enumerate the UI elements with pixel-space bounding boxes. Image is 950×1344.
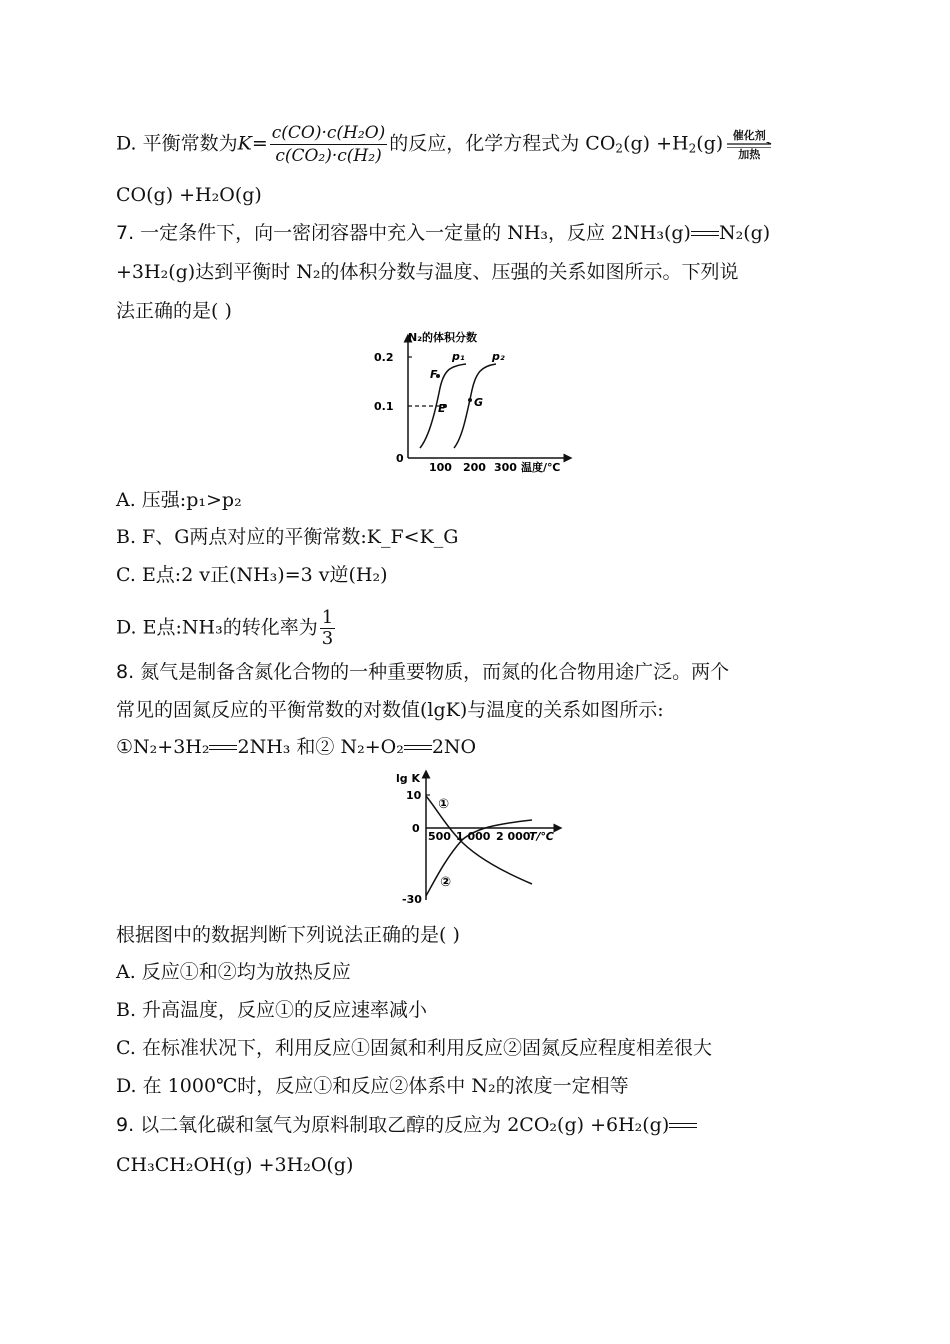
q8-r3: 2NO xyxy=(431,736,477,758)
q7-label-g: G xyxy=(474,396,484,409)
q8-r2: 2NH₃ 和② N₂+O₂ xyxy=(237,736,404,758)
equilibrium-arrow-icon xyxy=(209,743,237,753)
q7d-den: 3 xyxy=(321,628,334,649)
q6d-suffix-b: (g) +H xyxy=(623,132,689,155)
q7-label-p2: p₂ xyxy=(492,350,505,363)
cond-top: 催化剂 xyxy=(732,128,766,142)
q6d-equation-cont: CO(g) +H₂O(g) xyxy=(116,184,262,206)
q7-label-e: E xyxy=(438,402,446,415)
q7-chart xyxy=(368,328,578,474)
q7-label-f: F xyxy=(430,368,438,381)
q7-xtick-100: 100 xyxy=(429,461,452,474)
q9-stem-line1 xyxy=(116,1111,697,1139)
q7d-fraction xyxy=(320,608,335,649)
q8-stem-line3 xyxy=(116,733,476,761)
q8-xlabel: T/℃ xyxy=(529,830,554,843)
q8-chart xyxy=(366,768,566,908)
q6d-fraction xyxy=(270,122,388,167)
q8-label-2: ② xyxy=(440,875,452,890)
q7-stem-line2: +3H₂(g)达到平衡时 N₂的体积分数与温度、压强的关系如图所示。下列说 xyxy=(116,261,739,283)
q7-option-b: B. F、G两点对应的平衡常数:K_F<K_G xyxy=(116,526,459,548)
q8-line1-text: 氮气是制备含氮化合物的一种重要物质，而氮的化合物用途广泛。两个 xyxy=(134,661,730,683)
q7-number: 7. xyxy=(116,222,135,244)
q8-ytick-10: 10 xyxy=(406,789,422,802)
q8-option-b: B. 升高温度，反应①的反应速率减小 xyxy=(116,999,428,1021)
q8-option-c: C. 在标准状况下，利用反应①固氮和利用反应②固氮反应程度相差很大 xyxy=(116,1037,712,1059)
q7-ylabel: N₂的体积分数 xyxy=(408,331,478,344)
q6d-suffix-a: 的反应，化学方程式为 CO xyxy=(389,132,616,155)
q7-xtick-200: 200 xyxy=(463,461,486,474)
q7d-prefix: D. E点:NH₃的转化率为 xyxy=(116,616,318,639)
q7-origin: 0 xyxy=(396,452,404,465)
q8-option-a: A. 反应①和②均为放热反应 xyxy=(116,961,351,983)
q7-ytick-02: 0.2 xyxy=(374,351,394,364)
q9-number: 9. xyxy=(116,1114,135,1136)
q8-xtick-2000: 2 000 xyxy=(496,830,531,843)
q8-xtick-1000: 1 000 xyxy=(456,830,491,843)
q6d-suffix-c: (g) xyxy=(696,132,724,155)
q8-option-d: D. 在 1000℃时，反应①和反应②体系中 N₂的浓度一定相等 xyxy=(116,1075,629,1097)
equilibrium-arrow-icon xyxy=(404,743,432,753)
q7-option-a: A. 压强:p₁>p₂ xyxy=(116,489,242,511)
q6d-k-label: K= xyxy=(237,132,268,155)
q6-option-d: D. 平衡常数为K= $\frac{\text{c(CO)·c(H₂O)}}{\text{c(CO₂)·c(H₂)}}$ 的反应，化学方程式为 $CO_2(g) +H_2(g)$ 催化剂 加热 xyxy=(116,122,775,167)
q8-stem-line2: 常见的固氮反应的平衡常数的对数值(lgK)与温度的关系如图所示: xyxy=(116,699,664,721)
q8-xtick-500: 500 xyxy=(428,830,451,843)
q8-ytick-m30: -30 xyxy=(402,893,422,906)
q7-option-c: C. E点:2 v正(NH₃)=3 v逆(H₂) xyxy=(116,564,388,586)
q6d-denominator: c(CO₂)·c(H₂) xyxy=(275,146,382,166)
q6d-numerator: c(CO)·c(H₂O) xyxy=(271,123,386,143)
q7-option-d xyxy=(116,608,337,649)
q8-number: 8. xyxy=(116,661,135,683)
q8-ylabel: lg K xyxy=(396,772,420,785)
q7-ytick-01: 0.1 xyxy=(374,400,394,413)
q7-label-p1: p₁ xyxy=(452,350,465,363)
q8-stem-line1 xyxy=(116,658,729,686)
q9-stem-line2: CH₃CH₂OH(g) +3H₂O(g) xyxy=(116,1154,354,1176)
q7d-num: 1 xyxy=(321,607,334,628)
q7-line1-end: N₂(g) xyxy=(718,222,771,244)
q7-xlabel: 温度/℃ xyxy=(521,461,561,474)
q8-label-1: ① xyxy=(438,797,450,812)
q8-ytick-0: 0 xyxy=(412,822,420,835)
q7-stem-line1 xyxy=(116,219,770,247)
reaction-condition xyxy=(725,129,773,161)
equilibrium-arrow-icon xyxy=(725,142,773,148)
q8-stem-line4: 根据图中的数据判断下列说法正确的是( ) xyxy=(116,924,460,946)
q8-r1: ①N₂+3H₂ xyxy=(116,736,210,758)
cond-bottom: 加热 xyxy=(738,147,761,161)
q9-line1-text: 以二氧化碳和氢气为原料制取乙醇的反应为 2CO₂(g) +6H₂(g) xyxy=(134,1114,670,1136)
q7-point-g xyxy=(468,398,472,402)
q7-line1-text: 一定条件下，向一密闭容器中充入一定量的 NH₃，反应 2NH₃(g) xyxy=(134,222,691,244)
q6d-prefix: D. 平衡常数为 xyxy=(116,132,238,155)
equilibrium-arrow-icon xyxy=(669,1121,697,1131)
equilibrium-arrow-icon xyxy=(691,229,719,239)
q7-stem-line3: 法正确的是( ) xyxy=(116,300,232,322)
q7-xtick-300: 300 xyxy=(494,461,517,474)
